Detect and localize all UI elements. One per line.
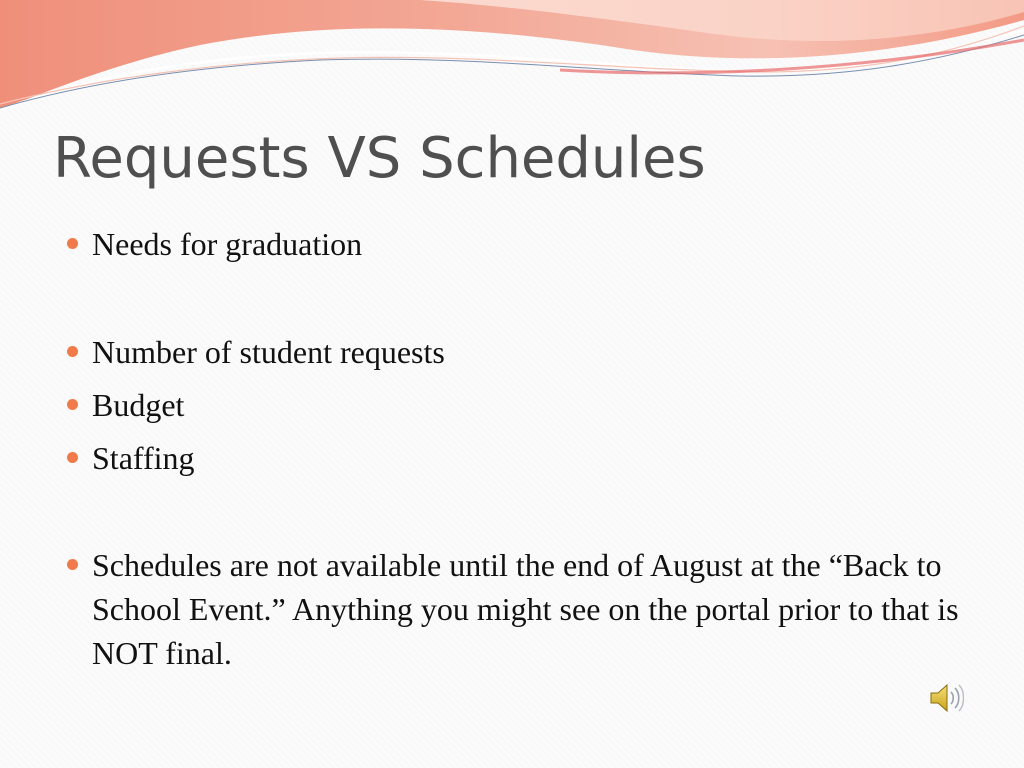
bullet-item [92, 383, 972, 427]
bullet-text: Number of student requests [92, 334, 445, 370]
bullet-dot-icon [67, 452, 78, 463]
bullet-item [92, 436, 972, 480]
bullet-text: Schedules are not available until the end of August at the “Back to School Event.” Anything you might see on the portal prior to that is NOT final. [92, 547, 959, 671]
bullet-item [92, 222, 972, 266]
bullet-text: Staffing [92, 440, 195, 476]
bullet-item [92, 543, 962, 675]
bullet-dot-icon [67, 399, 78, 410]
bullet-dot-icon [67, 559, 78, 570]
bullet-text: Budget [92, 387, 185, 423]
bullet-dot-icon [67, 238, 78, 249]
bullet-dot-icon [67, 346, 78, 357]
header-wave-decoration [0, 0, 1024, 130]
slide-title: Requests VS Schedules [53, 126, 706, 191]
bullet-item [92, 330, 972, 374]
bullet-text: Needs for graduation [92, 226, 363, 262]
speaker-icon[interactable] [928, 681, 964, 715]
